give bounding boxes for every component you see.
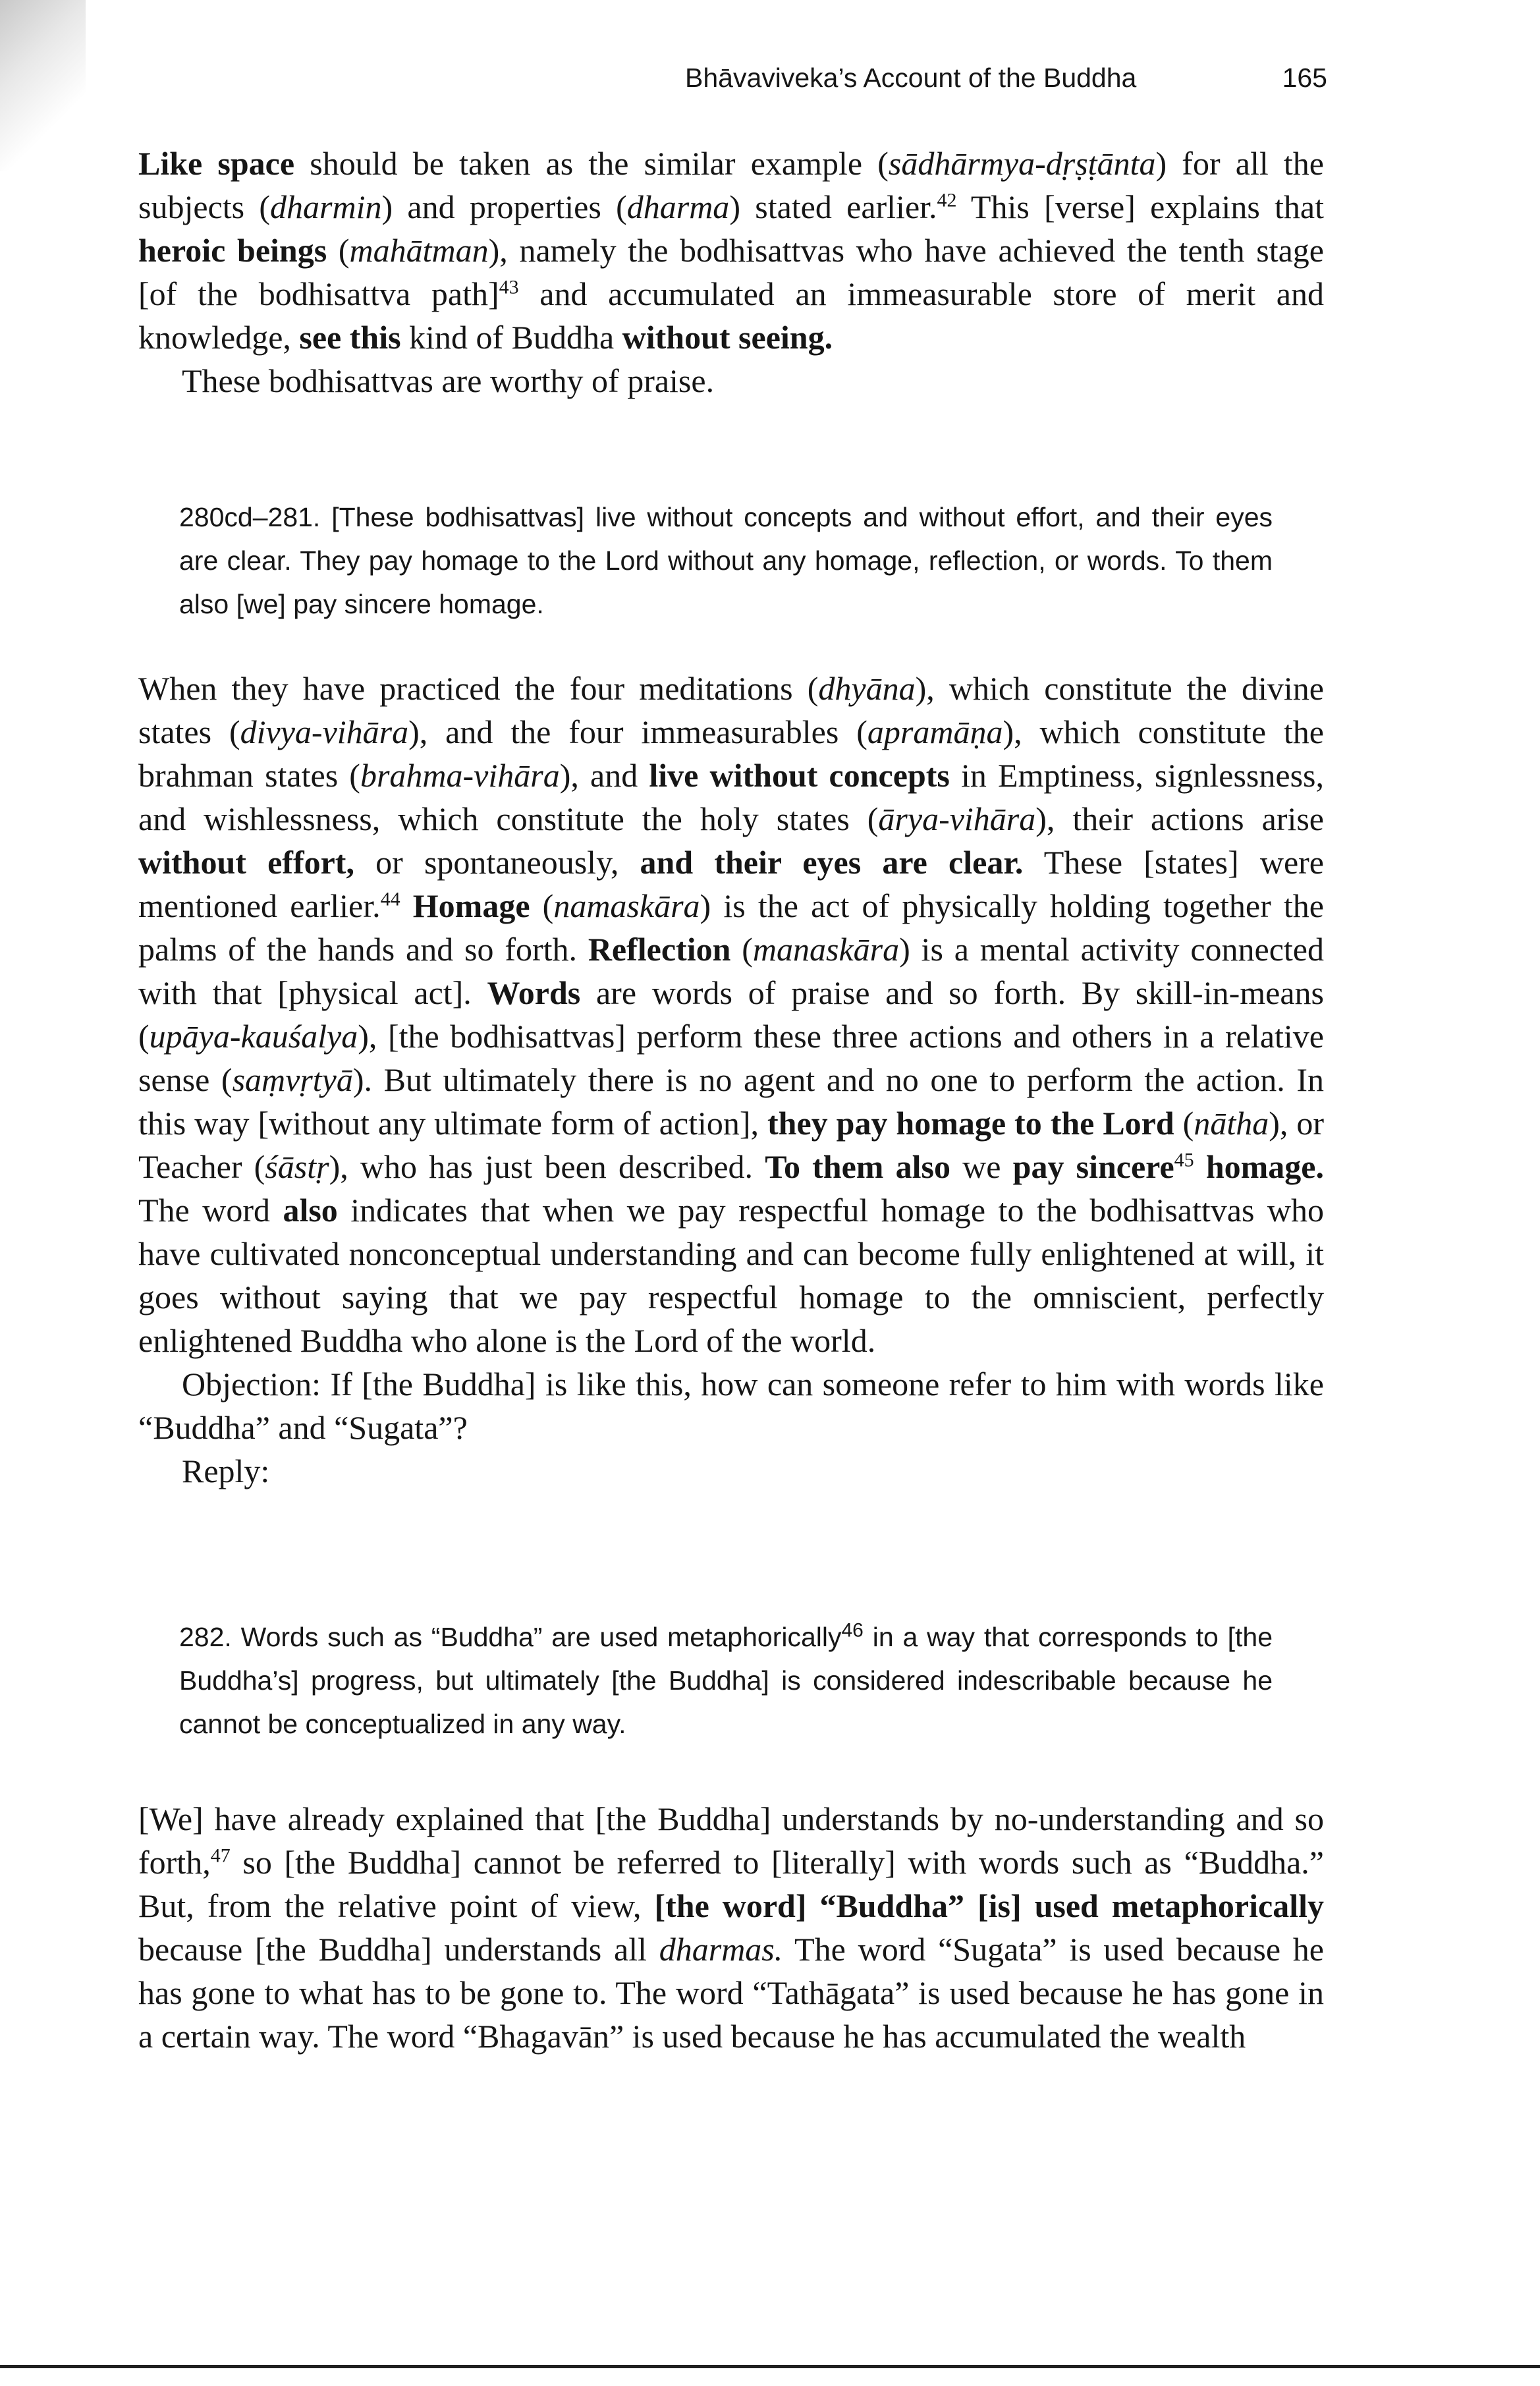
footnote-ref: 44 (380, 888, 400, 910)
text-run: ), their actions arise (1035, 800, 1324, 837)
sanskrit-term: dharmas. (659, 1931, 783, 1968)
bold-term: Words (487, 974, 581, 1011)
commentary-block-2 (138, 667, 1324, 1493)
text-run: ), who has just been described. (329, 1148, 765, 1185)
text-run: because [the Buddha] understands all (138, 1931, 659, 1968)
bold-term: and their eyes are clear. (640, 844, 1024, 881)
text-run: so [the Buddha] cannot be referred to [literally] with words such as “Buddha.” But, from the relative point of view, (138, 1844, 1324, 1924)
paragraph (138, 1797, 1324, 2058)
text-run: ), and the four immeasurables ( (408, 713, 867, 750)
text-run: ), which constitute the brahman states ( (138, 713, 1325, 794)
sanskrit-term: dharmin (270, 188, 382, 225)
scan-corner-shadow (0, 0, 86, 171)
verse-text: 280cd–281. [These bodhisattvas] live without concepts and without effort, and their eyes are clear. They pay homage to the Lord without any homage, reflection, or words. To them also [we] pay sincere homage. (179, 502, 1273, 619)
text-run: and accumulated an immeasurable store of merit and knowledge, (138, 275, 1324, 356)
sanskrit-term: brahma-vihāra (360, 757, 560, 794)
text-run (400, 887, 413, 924)
footnote-ref: 42 (937, 189, 957, 211)
text-run: kind of Buddha (400, 319, 622, 356)
bold-term: homage. (1205, 1148, 1324, 1185)
sanskrit-term: śāstṛ (265, 1148, 329, 1185)
verse-text (179, 1615, 1273, 1746)
text-run: ) and properties ( (381, 188, 627, 225)
text-run: ) for all the subjects ( (138, 145, 1324, 225)
text-run: we (950, 1148, 1013, 1185)
bold-term: Homage (412, 887, 530, 924)
text-run (1194, 1148, 1206, 1185)
footnote-ref: 43 (499, 276, 519, 298)
footnote-ref: 46 (841, 1619, 864, 1642)
text-run: in Emptiness, signlessness, and wishlessness, which constitute the holy states ( (138, 757, 1324, 837)
paragraph: These bodhisattvas are worthy of praise. (182, 362, 715, 399)
text-run: ), and (559, 757, 649, 794)
text-run: ( (1174, 1105, 1194, 1142)
bold-term: heroic beings (138, 232, 327, 269)
text-run: The word (138, 1192, 283, 1229)
sanskrit-term: manaskāra (752, 931, 900, 968)
text-run: This [verse] explains that (956, 188, 1325, 225)
footnote-ref: 45 (1174, 1149, 1194, 1171)
text-run: should be taken as the similar example ( (294, 145, 889, 182)
sanskrit-term: sādhārmya-dṛṣṭānta (888, 145, 1156, 182)
bold-term: also (283, 1192, 338, 1229)
text-run: are words of praise and so forth. By skill-in-means ( (138, 974, 1324, 1055)
sanskrit-term: nātha (1194, 1105, 1269, 1142)
running-header (685, 63, 1327, 102)
sanskrit-term: divya-vihāra (240, 713, 409, 750)
text-run: ), [the bodhisattvas] perform these three actions and others in a relative sense ( (138, 1018, 1324, 1098)
commentary-block-3 (138, 1797, 1324, 2058)
text-run: ( (327, 232, 350, 269)
text-run: ( (730, 931, 753, 968)
sanskrit-term: dhyāna (818, 670, 916, 707)
verse-282 (179, 1615, 1273, 1746)
text-run: ( (530, 887, 554, 924)
paragraph (138, 142, 1324, 359)
bold-term: pay sincere (1012, 1148, 1174, 1185)
sanskrit-term: upāya-kauśalya (149, 1018, 358, 1055)
sanskrit-term: saṃvṛtyā (232, 1061, 353, 1098)
bold-term: without effort, (138, 844, 354, 881)
sanskrit-term: ārya-vihāra (878, 800, 1036, 837)
paragraph: Objection: If [the Buddha] is like this, how can someone refer to him with words like “Buddha” and “Sugata”? (138, 1366, 1324, 1446)
text-run: These [states] were mentioned earlier. (138, 844, 1324, 924)
text-run: ) is a mental activity connected with that [physical act]. (138, 931, 1324, 1011)
footnote-ref: 47 (210, 1845, 231, 1867)
text-run: ). But ultimately there is no agent and no one to perform the action. In this way [without any ultimate form of action], (138, 1061, 1324, 1142)
text-run: When they have practiced the four meditations ( (138, 670, 819, 707)
paragraph (138, 667, 1324, 1362)
sanskrit-term: apramāṇa (867, 713, 1003, 750)
paragraph: Reply: (182, 1453, 270, 1489)
bold-term: without seeing. (622, 319, 833, 356)
text-run: ), namely the bodhisattvas who have achieved the tenth stage [of the bodhisattva path] (138, 232, 1325, 312)
text-run: 282. Words such as “Buddha” are used metaphorically (179, 1622, 842, 1652)
scan-edge-line (0, 2365, 1540, 2368)
bold-term: see this (299, 319, 401, 356)
verse-280cd-281 (179, 495, 1273, 626)
bold-term: To them also (765, 1148, 950, 1185)
text-run: ), or Teacher ( (138, 1105, 1324, 1185)
bold-term: live without concepts (649, 757, 950, 794)
text-run: indicates that when we pay respectful homage to the bodhisattvas who have cultivated nonconceptual understanding and can become fully enlightened at will, it goes without saying that we pay respectful homage to the omniscient, perfectly enlightened Buddha who alone is the Lord of the world. (138, 1192, 1324, 1359)
text-run: The word “Sugata” is used because he has gone to what has to be gone to. The word “Tathāgata” is used because he has gone in a certain way. The word “Bhagavān” is used because he has accumulated the wealth (138, 1931, 1324, 2055)
text-run: [We] have already explained that [the Buddha] understands by no-understanding and so forth, (138, 1800, 1324, 1881)
text-run: ) is the act of physically holding together the palms of the hands and so forth. (138, 887, 1324, 968)
bold-term: Like space (138, 145, 295, 182)
text-run: ), which constitute the divine states ( (138, 670, 1324, 750)
text-run: or spontaneously, (354, 844, 640, 881)
bold-term: they pay homage to the Lord (767, 1105, 1174, 1142)
text-run: in a way that corresponds to [the Buddha’s] progress, but ultimately [the Buddha] is considered indescribable because he cannot be conceptualized in any way. (179, 1622, 1273, 1739)
running-title: Bhāvaviveka’s Account of the Buddha (685, 63, 1137, 93)
bold-term: Reflection (588, 931, 731, 968)
bold-term: [the word] “Buddha” [is] used metaphorically (654, 1887, 1324, 1924)
page-number: 165 (1282, 63, 1327, 93)
sanskrit-term: mahātman (349, 232, 489, 269)
sanskrit-term: dharma (626, 188, 730, 225)
commentary-block-1 (138, 142, 1324, 402)
sanskrit-term: namaskāra (553, 887, 700, 924)
text-run: ) stated earlier. (729, 188, 937, 225)
